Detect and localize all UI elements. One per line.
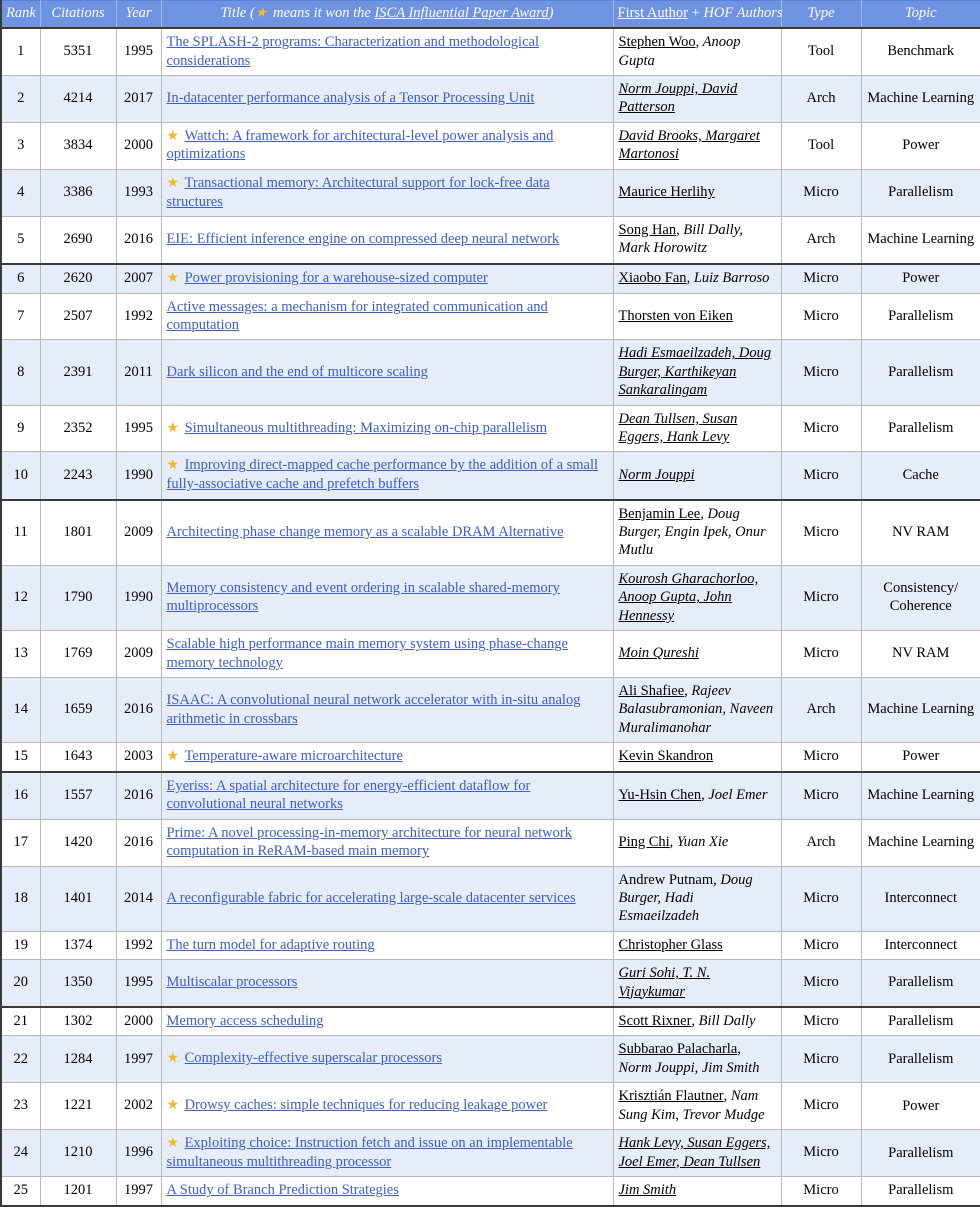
- cell-title: [161, 28, 613, 75]
- hof-authors: , Nam Sung Kim, Trevor Mudge: [618, 1088, 765, 1123]
- cell-rank: 25: [1, 1177, 40, 1206]
- cell-year: 1993: [116, 169, 161, 216]
- award-star-icon: ★: [166, 420, 183, 436]
- cell-rank: 5: [1, 217, 40, 264]
- cell-type: Micro: [781, 931, 861, 959]
- award-star-icon: ★: [166, 128, 183, 144]
- cell-type: Micro: [781, 500, 861, 566]
- table-row: [1, 340, 980, 405]
- cell-year: 2016: [116, 772, 161, 819]
- hof-authors: , Bill Dally: [691, 1012, 756, 1029]
- column-header-citations[interactable]: Citations: [40, 1, 116, 29]
- cell-authors: [613, 122, 781, 169]
- paper-title-link[interactable]: A Study of Branch Prediction Strategies: [166, 1182, 399, 1199]
- first-author: Maurice Herlihy: [618, 184, 715, 201]
- cell-year: 1990: [116, 452, 161, 500]
- cell-rank: 21: [1, 1007, 40, 1036]
- cell-year: 1997: [116, 1177, 161, 1206]
- paper-title-link[interactable]: Exploiting choice: Instruction fetch and issue on an implementable simultaneous multithreading processor: [166, 1134, 573, 1170]
- table-row: [1, 819, 980, 866]
- table-row: [1, 631, 980, 678]
- cell-topic: Power: [861, 1083, 980, 1130]
- column-header-title-pre: Title (: [220, 5, 255, 21]
- cell-citations: 3834: [40, 122, 116, 169]
- first-author: Kevin Skandron: [618, 748, 714, 765]
- cell-type: Arch: [781, 677, 861, 742]
- paper-title-link[interactable]: In-datacenter performance analysis of a Tensor Processing Unit: [166, 90, 535, 107]
- paper-title-link[interactable]: Drowsy caches: simple techniques for reducing leakage power: [184, 1097, 548, 1114]
- cell-rank: 15: [1, 743, 40, 772]
- cell-rank: 19: [1, 931, 40, 959]
- hof-authors: , Luiz Barroso: [686, 270, 770, 287]
- cell-title: [161, 169, 613, 216]
- cell-authors: [613, 565, 781, 630]
- table-row: [1, 405, 980, 452]
- cell-title: [161, 500, 613, 566]
- cell-authors: [613, 1177, 781, 1206]
- cell-topic: Parallelism: [861, 405, 980, 452]
- cell-topic: Machine Learning: [861, 217, 980, 264]
- column-header-year[interactable]: Year: [116, 1, 161, 29]
- paper-title-link[interactable]: EIE: Efficient inference engine on compressed deep neural network: [166, 231, 560, 248]
- cell-authors: [613, 772, 781, 819]
- cell-citations: 1420: [40, 819, 116, 866]
- first-author: Ping Chi: [618, 833, 670, 850]
- cell-type: Micro: [781, 452, 861, 500]
- cell-year: 2002: [116, 1083, 161, 1130]
- cell-authors: [613, 931, 781, 959]
- cell-citations: 2507: [40, 293, 116, 340]
- cell-type: Micro: [781, 772, 861, 819]
- table-row: [1, 1083, 980, 1130]
- column-header-plus: +: [688, 5, 704, 22]
- cell-type: Arch: [781, 217, 861, 264]
- hof-authors: , Doug Burger, Hadi Esmaeilzadeh: [618, 871, 753, 925]
- first-author: Song Han: [618, 222, 677, 239]
- cell-topic: Parallelism: [861, 1177, 980, 1206]
- table-header-row: [1, 1, 980, 29]
- paper-title-link[interactable]: Transactional memory: Architectural support for lock-free data structures: [166, 174, 550, 210]
- cell-type: Micro: [781, 264, 861, 293]
- cell-year: 1996: [116, 1129, 161, 1176]
- cell-topic: Machine Learning: [861, 772, 980, 819]
- cell-authors: [613, 169, 781, 216]
- cell-rank: 12: [1, 565, 40, 630]
- table-row: [1, 743, 980, 772]
- paper-title-link[interactable]: Dark silicon and the end of multicore scaling: [166, 363, 428, 380]
- first-author: Norm Jouppi, David Patterson: [618, 80, 738, 116]
- cell-rank: 2: [1, 75, 40, 122]
- cell-citations: 2620: [40, 264, 116, 293]
- cell-type: Micro: [781, 1036, 861, 1083]
- paper-title-link[interactable]: Memory access scheduling: [166, 1012, 324, 1029]
- cell-citations: 1201: [40, 1177, 116, 1206]
- cell-citations: 1643: [40, 743, 116, 772]
- table-row: [1, 293, 980, 340]
- cell-rank: 6: [1, 264, 40, 293]
- paper-title-link[interactable]: ISAAC: A convolutional neural network accelerator with in-situ analog arithmetic in crossbars: [166, 692, 581, 727]
- cell-topic: Machine Learning: [861, 677, 980, 742]
- cell-title: [161, 264, 613, 293]
- cell-citations: 1210: [40, 1129, 116, 1176]
- cell-rank: 9: [1, 405, 40, 452]
- first-author: Ali Shafiee: [618, 682, 685, 699]
- cell-authors: [613, 28, 781, 75]
- cell-title: [161, 340, 613, 405]
- cell-rank: 3: [1, 122, 40, 169]
- column-header-title-mid: means it won the: [269, 5, 375, 21]
- cell-title: [161, 819, 613, 866]
- cell-year: 2017: [116, 75, 161, 122]
- cell-citations: 1350: [40, 960, 116, 1007]
- cell-rank: 13: [1, 631, 40, 678]
- cell-title: [161, 405, 613, 452]
- cell-title: [161, 217, 613, 264]
- paper-title-link[interactable]: Simultaneous multithreading: Maximizing on-chip parallelism: [184, 419, 547, 436]
- cell-authors: [613, 743, 781, 772]
- first-author: Thorsten von Eiken: [618, 307, 733, 324]
- table-row: [1, 1129, 980, 1176]
- cell-title: [161, 293, 613, 340]
- paper-title-link[interactable]: Power provisioning for a warehouse-sized computer: [184, 269, 488, 286]
- column-header-topic[interactable]: Topic: [861, 1, 980, 29]
- hof-authors: , Bill Dally, Mark Horowitz: [618, 222, 743, 257]
- table-row: [1, 772, 980, 819]
- paper-title-link[interactable]: Temperature-aware microarchitecture: [184, 748, 403, 765]
- cell-topic: Parallelism: [861, 169, 980, 216]
- award-star-icon: ★: [166, 458, 183, 474]
- first-author: David Brooks, Margaret Martonosi: [618, 127, 760, 163]
- cell-authors: [613, 1007, 781, 1036]
- cell-rank: 16: [1, 772, 40, 819]
- cell-rank: 20: [1, 960, 40, 1007]
- cell-title: [161, 1007, 613, 1036]
- cell-topic: Power: [861, 122, 980, 169]
- hof-authors: , Doug Burger, Engin Ipek, Onur Mutlu: [618, 505, 766, 559]
- paper-title-link[interactable]: Memory consistency and event ordering in scalable shared-memory multiprocessors: [166, 580, 560, 615]
- paper-title-link[interactable]: Active messages: a mechanism for integrated communication and computation: [166, 298, 548, 334]
- cell-type: Micro: [781, 743, 861, 772]
- cell-type: Micro: [781, 293, 861, 340]
- first-author: Xiaobo Fan: [618, 270, 687, 287]
- cell-title: [161, 452, 613, 500]
- first-author: Andrew Putnam: [618, 871, 714, 888]
- cell-topic: Parallelism: [861, 1036, 980, 1083]
- first-author: Benjamin Lee: [618, 505, 701, 522]
- first-author: Subbarao Palacharla: [618, 1041, 738, 1058]
- cell-year: 2009: [116, 500, 161, 566]
- first-author: Yu-Hsin Chen: [618, 787, 702, 804]
- cell-rank: 1: [1, 28, 40, 75]
- cell-year: 2000: [116, 1007, 161, 1036]
- cell-citations: 2391: [40, 340, 116, 405]
- cell-topic: Parallelism: [861, 1129, 980, 1176]
- cell-type: Micro: [781, 565, 861, 630]
- first-author: Dean Tullsen, Susan Eggers, Hank Levy: [618, 410, 738, 446]
- table-row: [1, 1036, 980, 1083]
- column-header-title[interactable]: [161, 1, 613, 29]
- cell-authors: [613, 293, 781, 340]
- first-author: Hadi Esmaeilzadeh, Doug Burger, Karthikeyan Sankaralingam: [618, 345, 772, 399]
- cell-citations: 2352: [40, 405, 116, 452]
- cell-citations: 2243: [40, 452, 116, 500]
- cell-year: 2011: [116, 340, 161, 405]
- cell-authors: [613, 866, 781, 931]
- table-row: [1, 217, 980, 264]
- first-author: Norm Jouppi: [618, 466, 695, 483]
- paper-title-link[interactable]: A reconfigurable fabric for accelerating large-scale datacenter services: [166, 889, 576, 906]
- award-star-icon: ★: [166, 749, 183, 765]
- first-author: Christopher Glass: [618, 936, 723, 953]
- table-row: [1, 75, 980, 122]
- column-header-title-post: ): [548, 5, 554, 21]
- cell-rank: 7: [1, 293, 40, 340]
- cell-type: Arch: [781, 819, 861, 866]
- cell-topic: Machine Learning: [861, 819, 980, 866]
- cell-citations: 4214: [40, 75, 116, 122]
- cell-year: 1992: [116, 293, 161, 340]
- cell-year: 2016: [116, 217, 161, 264]
- cell-year: 2007: [116, 264, 161, 293]
- table-row: [1, 500, 980, 566]
- paper-title-link[interactable]: Eyeriss: A spatial architecture for energy-efficient dataflow for convolutional neural networks: [166, 777, 531, 813]
- cell-title: [161, 1177, 613, 1206]
- cell-authors: [613, 631, 781, 678]
- first-author: Krisztián Flautner: [618, 1088, 724, 1105]
- cell-topic: Parallelism: [861, 340, 980, 405]
- table-row: [1, 169, 980, 216]
- award-star-icon: ★: [166, 270, 183, 286]
- cell-citations: 1659: [40, 677, 116, 742]
- column-header-rank[interactable]: Rank: [1, 1, 40, 29]
- hof-authors: , Anoop Gupta: [618, 34, 741, 69]
- cell-rank: 18: [1, 866, 40, 931]
- cell-topic: Interconnect: [861, 866, 980, 931]
- cell-topic: Cache: [861, 452, 980, 500]
- cell-year: 2003: [116, 743, 161, 772]
- first-author: Stephen Woo: [618, 34, 696, 51]
- cell-topic: Parallelism: [861, 960, 980, 1007]
- table-header: [1, 1, 980, 29]
- cell-type: Micro: [781, 1129, 861, 1176]
- cell-authors: [613, 500, 781, 566]
- cell-title: [161, 75, 613, 122]
- cell-title: [161, 122, 613, 169]
- table-row: [1, 960, 980, 1007]
- first-author: Hank Levy, Susan Eggers, Joel Emer, Dean Tullsen: [618, 1135, 771, 1170]
- cell-title: [161, 1083, 613, 1130]
- cell-rank: 23: [1, 1083, 40, 1130]
- cell-topic: Consistency/ Coherence: [861, 565, 980, 630]
- cell-topic: Machine Learning: [861, 75, 980, 122]
- cell-type: Micro: [781, 631, 861, 678]
- cell-title: [161, 743, 613, 772]
- cell-citations: 1401: [40, 866, 116, 931]
- table-row: [1, 264, 980, 293]
- table-row: [1, 565, 980, 630]
- cell-title: [161, 565, 613, 630]
- cell-topic: Parallelism: [861, 1007, 980, 1036]
- column-header-first-author: First Author: [617, 5, 688, 22]
- first-author: Guri Sohi, T. N. Vijaykumar: [618, 965, 711, 1000]
- award-star-icon: ★: [166, 175, 183, 191]
- cell-authors: [613, 340, 781, 405]
- paper-title-link[interactable]: Architecting phase change memory as a scalable DRAM Alternative: [166, 524, 564, 541]
- cell-title: [161, 1129, 613, 1176]
- cell-authors: [613, 819, 781, 866]
- cell-year: 1992: [116, 931, 161, 959]
- paper-title-link[interactable]: The SPLASH-2 programs: Characterization and methodological considerations: [166, 34, 539, 69]
- cell-type: Tool: [781, 28, 861, 75]
- cell-title: [161, 866, 613, 931]
- cell-type: Tool: [781, 122, 861, 169]
- cell-authors: [613, 264, 781, 293]
- cell-title: [161, 931, 613, 959]
- cell-year: 1995: [116, 960, 161, 1007]
- cell-citations: 1769: [40, 631, 116, 678]
- award-star-icon: ★: [166, 1098, 183, 1114]
- cell-citations: 2690: [40, 217, 116, 264]
- table-row: [1, 28, 980, 75]
- cell-rank: 24: [1, 1129, 40, 1176]
- cell-authors: [613, 960, 781, 1007]
- cell-citations: 1374: [40, 931, 116, 959]
- first-author: Kourosh Gharachorloo, Anoop Gupta, John Hennessy: [618, 570, 759, 624]
- star-icon: ★: [254, 6, 268, 21]
- table-body: [1, 28, 980, 1205]
- cell-year: 1995: [116, 405, 161, 452]
- cell-title: [161, 677, 613, 742]
- paper-title-link[interactable]: Wattch: A framework for architectural-level power analysis and optimizations: [166, 127, 554, 163]
- table-row: [1, 931, 980, 959]
- cell-title: [161, 772, 613, 819]
- first-author: Scott Rixner: [618, 1012, 692, 1029]
- cell-type: Micro: [781, 1177, 861, 1206]
- cell-type: Micro: [781, 340, 861, 405]
- hof-authors: , Rajeev Balasubramonian, Naveen Muralimanohar: [618, 682, 774, 736]
- paper-title-link[interactable]: Multiscalar processors: [166, 974, 298, 991]
- cell-year: 1995: [116, 28, 161, 75]
- cell-year: 2016: [116, 677, 161, 742]
- cell-type: Micro: [781, 169, 861, 216]
- cell-type: Micro: [781, 405, 861, 452]
- cell-authors: [613, 405, 781, 452]
- award-star-icon: ★: [166, 1051, 183, 1067]
- cell-authors: [613, 677, 781, 742]
- table-row: [1, 1007, 980, 1036]
- cell-authors: [613, 1083, 781, 1130]
- cell-citations: 1801: [40, 500, 116, 566]
- column-header-type[interactable]: Type: [781, 1, 861, 29]
- table-row: [1, 866, 980, 931]
- cell-year: 2014: [116, 866, 161, 931]
- cell-rank: 8: [1, 340, 40, 405]
- cell-rank: 17: [1, 819, 40, 866]
- column-header-authors[interactable]: [613, 1, 781, 29]
- paper-title-link[interactable]: The turn model for adaptive routing: [166, 936, 375, 953]
- first-author: Moin Qureshi: [618, 645, 699, 662]
- isca-award-link[interactable]: ISCA Influential Paper Award: [374, 5, 549, 21]
- cell-year: 2016: [116, 819, 161, 866]
- cell-year: 2000: [116, 122, 161, 169]
- cell-topic: Benchmark: [861, 28, 980, 75]
- cell-authors: [613, 1036, 781, 1083]
- cell-type: Micro: [781, 960, 861, 1007]
- cell-type: Micro: [781, 1007, 861, 1036]
- cell-type: Arch: [781, 75, 861, 122]
- cell-topic: Parallelism: [861, 293, 980, 340]
- cell-title: [161, 1036, 613, 1083]
- cell-topic: Power: [861, 264, 980, 293]
- cell-topic: NV RAM: [861, 631, 980, 678]
- cell-authors: [613, 217, 781, 264]
- cell-rank: 14: [1, 677, 40, 742]
- cell-topic: NV RAM: [861, 500, 980, 566]
- cell-citations: 1221: [40, 1083, 116, 1130]
- cell-title: [161, 631, 613, 678]
- cell-rank: 4: [1, 169, 40, 216]
- cell-type: Micro: [781, 866, 861, 931]
- cell-topic: Interconnect: [861, 931, 980, 959]
- first-author: Jim Smith: [618, 1182, 677, 1199]
- cell-type: Micro: [781, 1083, 861, 1130]
- hof-authors: , Norm Jouppi, Jim Smith: [618, 1041, 760, 1076]
- paper-title-link[interactable]: Complexity-effective superscalar processors: [184, 1050, 442, 1067]
- award-star-icon: ★: [166, 1135, 183, 1151]
- hof-authors: , Joel Emer: [701, 787, 768, 804]
- cell-citations: 1284: [40, 1036, 116, 1083]
- cell-year: 2009: [116, 631, 161, 678]
- cell-year: 1990: [116, 565, 161, 630]
- cell-citations: 3386: [40, 169, 116, 216]
- cell-topic: Power: [861, 743, 980, 772]
- cell-title: [161, 960, 613, 1007]
- cell-rank: 22: [1, 1036, 40, 1083]
- cell-authors: [613, 75, 781, 122]
- cell-year: 1997: [116, 1036, 161, 1083]
- cell-authors: [613, 452, 781, 500]
- column-header-hof-authors: HOF Authors: [703, 5, 783, 22]
- table-row: [1, 122, 980, 169]
- paper-title-link[interactable]: Prime: A novel processing-in-memory architecture for neural network computation in ReRAM-based main memory: [166, 824, 572, 860]
- table-row: [1, 1177, 980, 1206]
- paper-title-link[interactable]: Scalable high performance main memory system using phase-change memory technology: [166, 636, 568, 671]
- paper-title-link[interactable]: Improving direct-mapped cache performance by the addition of a small fully-associative cache and prefetch buffers: [166, 457, 599, 493]
- hof-authors: , Yuan Xie: [669, 833, 729, 850]
- cell-authors: [613, 1129, 781, 1176]
- cell-citations: 1302: [40, 1007, 116, 1036]
- cell-citations: 5351: [40, 28, 116, 75]
- table-row: [1, 452, 980, 500]
- cell-rank: 11: [1, 500, 40, 566]
- cell-citations: 1557: [40, 772, 116, 819]
- cell-rank: 10: [1, 452, 40, 500]
- table-row: [1, 677, 980, 742]
- cell-citations: 1790: [40, 565, 116, 630]
